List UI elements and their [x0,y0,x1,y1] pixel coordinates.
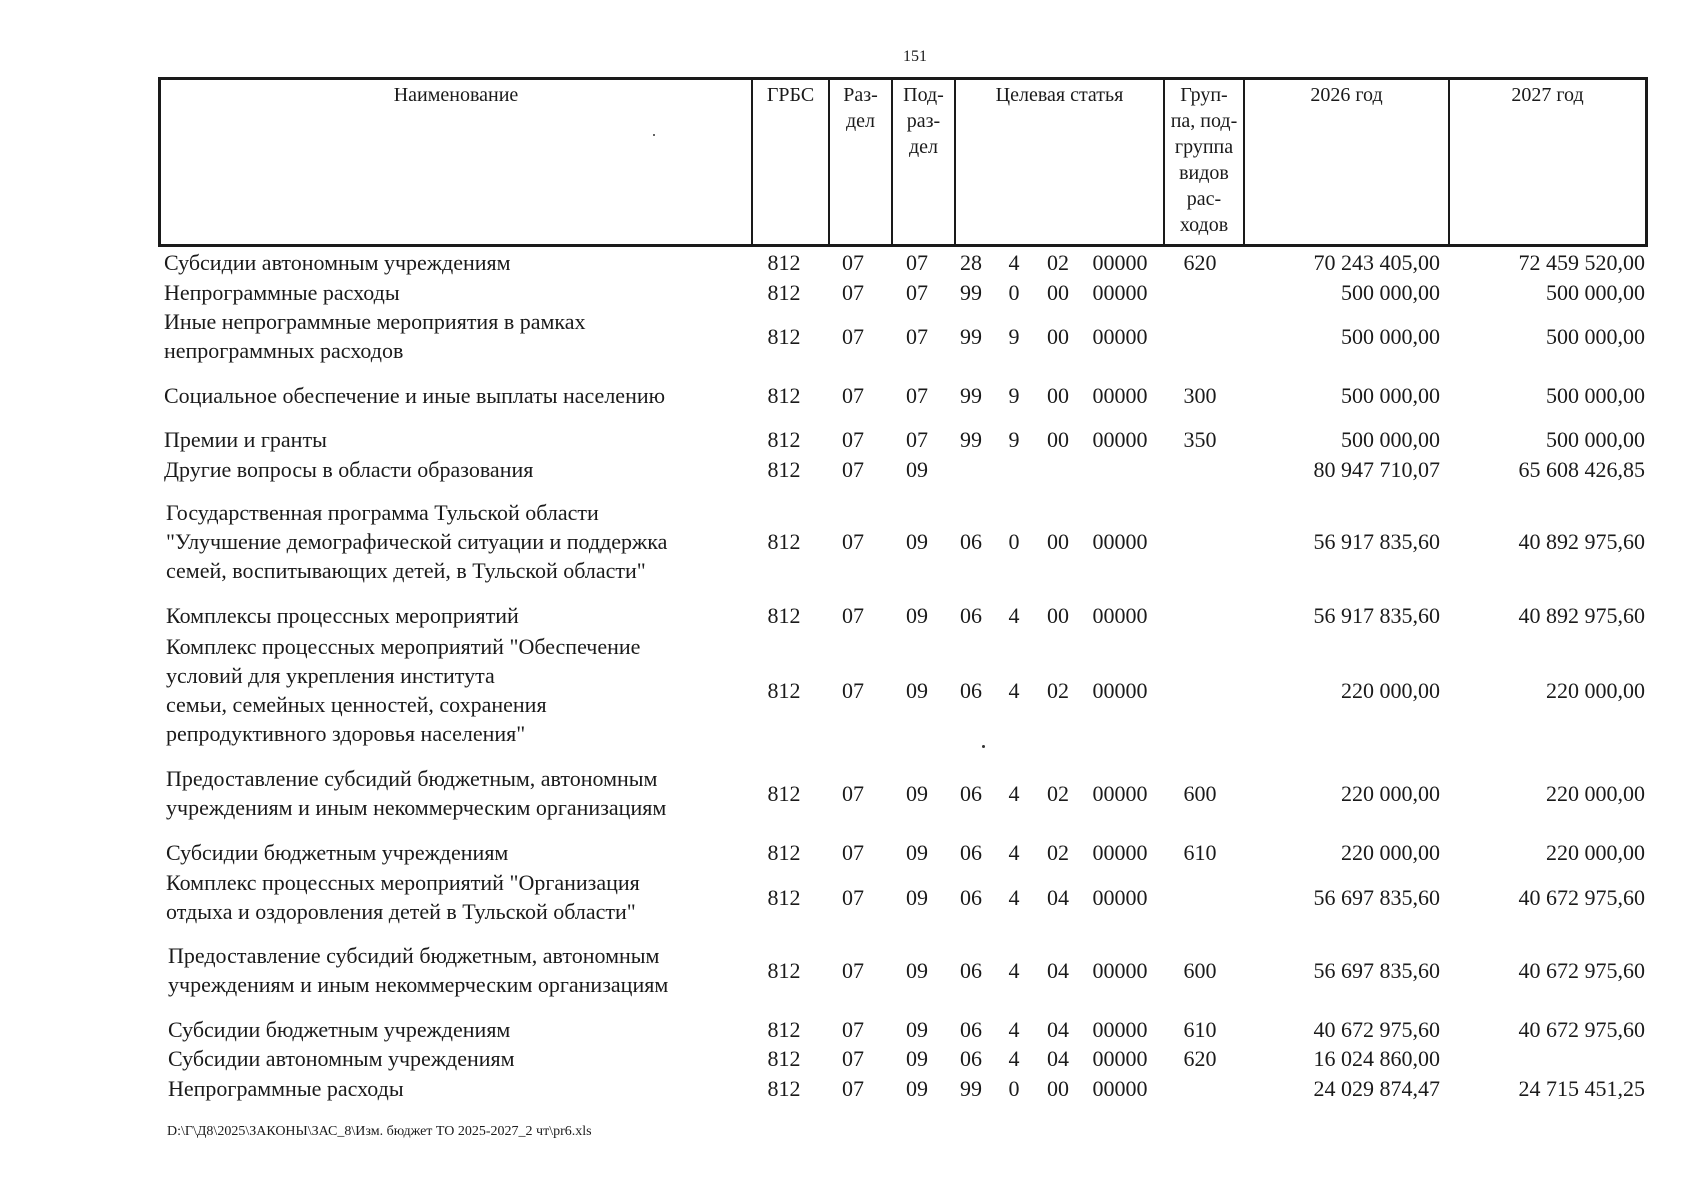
cell-grbs: 812 [767,1016,801,1042]
cell-program: 99 [960,1075,982,1101]
cell-name: Субсидии бюджетным учреждениям [166,839,509,865]
cell-2026: 220 000,00 [1341,677,1440,703]
cell-name: Субсидии бюджетным учреждениям [168,1016,511,1042]
cell-razdel: 07 [842,839,864,865]
cell-type: 4 [1008,1016,1020,1042]
cell-subprogram: 04 [1047,1045,1069,1071]
cell-direction: 00000 [1092,1016,1148,1042]
cell-2027: 500 000,00 [1546,426,1645,452]
cell-grbs: 812 [767,456,801,482]
cell-direction: 00000 [1092,279,1148,305]
cell-direction: 00000 [1092,884,1148,910]
cell-2027: 40 672 975,60 [1518,957,1645,983]
cell-razdel: 07 [842,1016,864,1042]
cell-2026: 56 917 835,60 [1313,528,1440,554]
cell-2027: 40 892 975,60 [1518,528,1645,554]
cell-podrazdel: 09 [906,884,928,910]
cell-name: Другие вопросы в области образования [164,456,534,482]
cell-type: 0 [1008,1075,1020,1101]
cell-vid-rashodov: 300 [1183,382,1217,408]
cell-2027: 220 000,00 [1546,677,1645,703]
cell-name: Непрограммные расходы [168,1075,404,1101]
cell-program: 06 [960,957,982,983]
scan-speck [982,745,985,748]
cell-razdel: 07 [842,1045,864,1071]
cell-podrazdel: 07 [906,382,928,408]
cell-direction: 00000 [1092,528,1148,554]
cell-2026: 24 029 874,47 [1313,1075,1440,1101]
cell-grbs: 812 [767,884,801,910]
cell-2026: 40 672 975,60 [1313,1016,1440,1042]
cell-2026: 56 697 835,60 [1313,884,1440,910]
cell-direction: 00000 [1092,249,1148,275]
cell-grbs: 812 [767,602,801,628]
cell-subprogram: 02 [1047,780,1069,806]
header-grbs: ГРБС [751,80,828,244]
cell-name: Непрограммные расходы [164,279,400,305]
cell-podrazdel: 09 [906,1016,928,1042]
cell-direction: 00000 [1092,426,1148,452]
cell-grbs: 812 [767,1075,801,1101]
cell-subprogram: 04 [1047,1016,1069,1042]
cell-program: 06 [960,528,982,554]
cell-program: 99 [960,279,982,305]
cell-direction: 00000 [1092,323,1148,349]
cell-direction: 00000 [1092,1075,1148,1101]
cell-razdel: 07 [842,528,864,554]
cell-subprogram: 00 [1047,323,1069,349]
cell-2026: 70 243 405,00 [1313,249,1440,275]
cell-type: 9 [1008,426,1020,452]
header-name: Наименование [393,84,519,106]
header-2027: 2027 год [1448,80,1645,244]
cell-program: 99 [960,323,982,349]
cell-program: 06 [960,884,982,910]
cell-grbs: 812 [767,426,801,452]
cell-program: 28 [960,249,982,275]
cell-vid-rashodov: 620 [1183,249,1217,275]
cell-direction: 00000 [1092,957,1148,983]
cell-grbs: 812 [767,382,801,408]
table-header [158,77,1648,247]
cell-subprogram: 00 [1047,602,1069,628]
cell-type: 0 [1008,279,1020,305]
cell-2026: 220 000,00 [1341,839,1440,865]
header-2026: 2026 год [1243,80,1448,244]
cell-2026: 16 024 860,00 [1313,1045,1440,1071]
header-gruppa: Груп- па, под- группа видов рас- ходов [1163,80,1243,244]
cell-razdel: 07 [842,1075,864,1101]
cell-2026: 56 697 835,60 [1313,957,1440,983]
cell-vid-rashodov: 610 [1183,839,1217,865]
file-path-footer: D:\Г\Д8\2025\ЗАКОНЫ\ЗАС_8\Изм. бюджет ТО 2025-2027_2 чт\pr6.xls [167,1124,592,1139]
cell-razdel: 07 [842,602,864,628]
cell-grbs: 812 [767,249,801,275]
cell-name: Комплекс процессных мероприятий "Организация отдыха и оздоровления детей в Тульской области" [166,870,640,924]
cell-podrazdel: 09 [906,780,928,806]
cell-subprogram: 00 [1047,528,1069,554]
cell-podrazdel: 07 [906,426,928,452]
cell-name: Государственная программа Тульской области "Улучшение демографической ситуации и поддержка семей, воспитывающих детей, в Тульской области" [166,499,668,583]
cell-razdel: 07 [842,456,864,482]
cell-razdel: 07 [842,884,864,910]
cell-grbs: 812 [767,839,801,865]
cell-2027: 65 608 426,85 [1518,456,1645,482]
cell-name: Предоставление субсидий бюджетным, автономным учреждениям и иным некоммерческим организациям [168,943,669,997]
page-number: 151 [903,48,927,65]
cell-type: 4 [1008,677,1020,703]
cell-podrazdel: 07 [906,279,928,305]
cell-name: Социальное обеспечение и иные выплаты населению [164,382,666,408]
cell-type: 9 [1008,323,1020,349]
cell-razdel: 07 [842,382,864,408]
cell-direction: 00000 [1092,839,1148,865]
cell-type: 0 [1008,528,1020,554]
cell-type: 4 [1008,249,1020,275]
cell-subprogram: 04 [1047,884,1069,910]
header-celevaya: Целевая статья [954,80,1163,244]
cell-subprogram: 02 [1047,249,1069,275]
cell-name: Комплексы процессных мероприятий [166,602,519,628]
cell-program: 06 [960,1045,982,1071]
cell-vid-rashodov: 350 [1183,426,1217,452]
cell-grbs: 812 [767,1045,801,1071]
cell-razdel: 07 [842,957,864,983]
scan-speck [653,134,655,136]
cell-2026: 56 917 835,60 [1313,602,1440,628]
cell-name: Комплекс процессных мероприятий "Обеспечение условий для укрепления института семьи, семейных ценностей, сохранения репродуктивного здоровья населения" [166,634,641,746]
cell-direction: 00000 [1092,780,1148,806]
cell-subprogram: 00 [1047,1075,1069,1101]
cell-program: 06 [960,602,982,628]
cell-type: 4 [1008,1045,1020,1071]
cell-2027: 24 715 451,25 [1518,1075,1645,1101]
cell-2027: 40 672 975,60 [1518,1016,1645,1042]
cell-subprogram: 00 [1047,382,1069,408]
cell-razdel: 07 [842,323,864,349]
cell-direction: 00000 [1092,602,1148,628]
cell-podrazdel: 09 [906,456,928,482]
cell-program: 99 [960,426,982,452]
header-razdel: Раз- дел [828,80,891,244]
cell-razdel: 07 [842,279,864,305]
cell-program: 06 [960,780,982,806]
cell-2027: 500 000,00 [1546,279,1645,305]
cell-podrazdel: 09 [906,677,928,703]
cell-vid-rashodov: 600 [1183,957,1217,983]
cell-podrazdel: 09 [906,602,928,628]
header-podrazdel: Под- раз- дел [891,80,954,244]
cell-grbs: 812 [767,323,801,349]
cell-name: Иные непрограммные мероприятия в рамках непрограммных расходов [164,309,586,363]
cell-type: 4 [1008,957,1020,983]
cell-grbs: 812 [767,780,801,806]
cell-2026: 500 000,00 [1341,279,1440,305]
cell-type: 4 [1008,602,1020,628]
cell-direction: 00000 [1092,677,1148,703]
cell-program: 99 [960,382,982,408]
cell-direction: 00000 [1092,1045,1148,1071]
cell-name: Предоставление субсидий бюджетным, автономным учреждениям и иным некоммерческим организациям [166,766,667,820]
cell-podrazdel: 09 [906,957,928,983]
cell-grbs: 812 [767,957,801,983]
cell-razdel: 07 [842,249,864,275]
cell-podrazdel: 07 [906,249,928,275]
cell-razdel: 07 [842,780,864,806]
cell-type: 9 [1008,382,1020,408]
cell-program: 06 [960,839,982,865]
cell-type: 4 [1008,839,1020,865]
cell-vid-rashodov: 610 [1183,1016,1217,1042]
cell-2026: 500 000,00 [1341,426,1440,452]
cell-grbs: 812 [767,528,801,554]
cell-program: 06 [960,1016,982,1042]
cell-podrazdel: 09 [906,839,928,865]
cell-razdel: 07 [842,677,864,703]
cell-podrazdel: 09 [906,1075,928,1101]
cell-subprogram: 00 [1047,426,1069,452]
cell-type: 4 [1008,780,1020,806]
cell-2027: 500 000,00 [1546,323,1645,349]
cell-2027: 220 000,00 [1546,839,1645,865]
cell-name: Субсидии автономным учреждениям [168,1045,515,1071]
cell-program: 06 [960,677,982,703]
cell-podrazdel: 09 [906,528,928,554]
cell-2027: 72 459 520,00 [1518,249,1645,275]
cell-2026: 500 000,00 [1341,323,1440,349]
cell-subprogram: 02 [1047,677,1069,703]
cell-subprogram: 04 [1047,957,1069,983]
cell-2027: 220 000,00 [1546,780,1645,806]
cell-podrazdel: 07 [906,323,928,349]
cell-2027: 40 672 975,60 [1518,884,1645,910]
cell-direction: 00000 [1092,382,1148,408]
cell-subprogram: 02 [1047,839,1069,865]
cell-subprogram: 00 [1047,279,1069,305]
cell-name: Субсидии автономным учреждениям [164,249,511,275]
cell-podrazdel: 09 [906,1045,928,1071]
cell-type: 4 [1008,884,1020,910]
cell-2026: 80 947 710,07 [1313,456,1440,482]
cell-2026: 220 000,00 [1341,780,1440,806]
cell-2027: 500 000,00 [1546,382,1645,408]
cell-razdel: 07 [842,426,864,452]
cell-name: Премии и гранты [164,426,327,452]
cell-grbs: 812 [767,677,801,703]
cell-2027: 40 892 975,60 [1518,602,1645,628]
cell-vid-rashodov: 620 [1183,1045,1217,1071]
cell-vid-rashodov: 600 [1183,780,1217,806]
cell-2026: 500 000,00 [1341,382,1440,408]
cell-grbs: 812 [767,279,801,305]
